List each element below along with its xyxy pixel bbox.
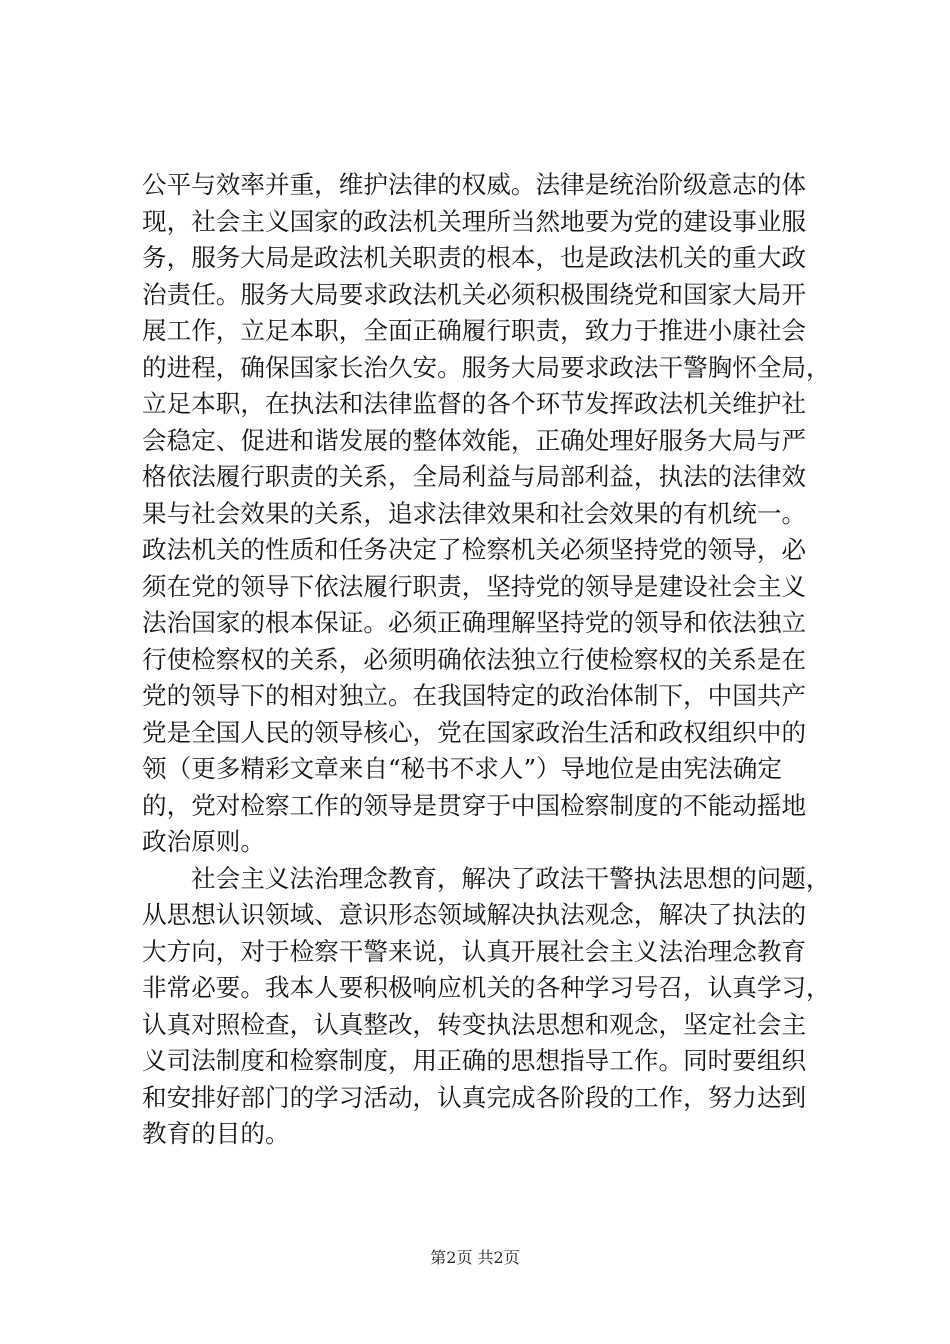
paragraph-first-line: 社会主义法治理念教育，解决了政法干警执法思想的问题，	[191, 863, 831, 893]
text-line: 教育的目的。	[142, 1119, 290, 1148]
text-line: 非常必要。我本人要积极响应机关的各种学习号召，认真学习，	[142, 973, 831, 1002]
text-line: 格依法履行职责的关系，全局利益与局部利益，执法的法律效	[142, 462, 807, 491]
text-line: 须在党的领导下依法履行职责，坚持党的领导是建设社会主义	[142, 571, 807, 601]
text-line: 政治原则。	[142, 827, 265, 856]
text-line: 果与社会效果的关系，追求法律效果和社会效果的有机统一。	[142, 498, 807, 528]
text-line: 领（更多精彩文章来自“秘书不求人”）导地位是由宪法确定	[142, 754, 782, 783]
text-line: 务，服务大局是政法机关职责的根本，也是政法机关的重大政	[142, 243, 807, 272]
text-line: 会稳定、促进和谐发展的整体效能，正确处理好服务大局与严	[142, 425, 807, 455]
text-line: 现，社会主义国家的政法机关理所当然地要为党的建设事业服	[142, 206, 807, 236]
text-line: 义司法制度和检察制度，用正确的思想指导工作。同时要组织	[142, 1046, 807, 1075]
text-line: 大方向，对于检察干警来说，认真开展社会主义法治理念教育	[142, 936, 807, 966]
text-line: 从思想认识领域、意识形态领域解决执法观念，解决了执法的	[142, 900, 807, 929]
text-line: 立足本职，在执法和法律监督的各个环节发挥政法机关维护社	[142, 389, 807, 418]
text-line: 治责任。服务大局要求政法机关必须积极围绕党和国家大局开	[142, 279, 807, 309]
text-line: 认真对照检查，认真整改，转变执法思想和观念，坚定社会主	[142, 1009, 807, 1039]
text-line: 法治国家的根本保证。必须正确理解坚持党的领导和依法独立	[142, 608, 807, 637]
text-line: 党的领导下的相对独立。在我国特定的政治体制下，中国共产	[142, 681, 807, 710]
text-line: 展工作，立足本职，全面正确履行职责，致力于推进小康社会	[142, 316, 807, 345]
text-line: 的进程，确保国家长治久安。服务大局要求政法干警胸怀全局，	[142, 352, 831, 382]
text-line: 党是全国人民的领导核心，党在国家政治生活和政权组织中的	[142, 717, 807, 747]
text-line: 和安排好部门的学习活动，认真完成各阶段的工作，努力达到	[142, 1082, 807, 1112]
text-line: 的，党对检察工作的领导是贯穿于中国检察制度的不能动摇地	[142, 790, 807, 820]
text-line: 政法机关的性质和任务决定了检察机关必须坚持党的领导，必	[142, 535, 807, 564]
body-text	[142, 167, 838, 1153]
text-line: 行使检察权的关系，必须明确依法独立行使检察权的关系是在	[142, 644, 807, 674]
page-footer: 第2页 共2页	[430, 1248, 520, 1267]
text-line: 公平与效率并重，维护法律的权威。法律是统治阶级意志的体	[142, 170, 807, 199]
